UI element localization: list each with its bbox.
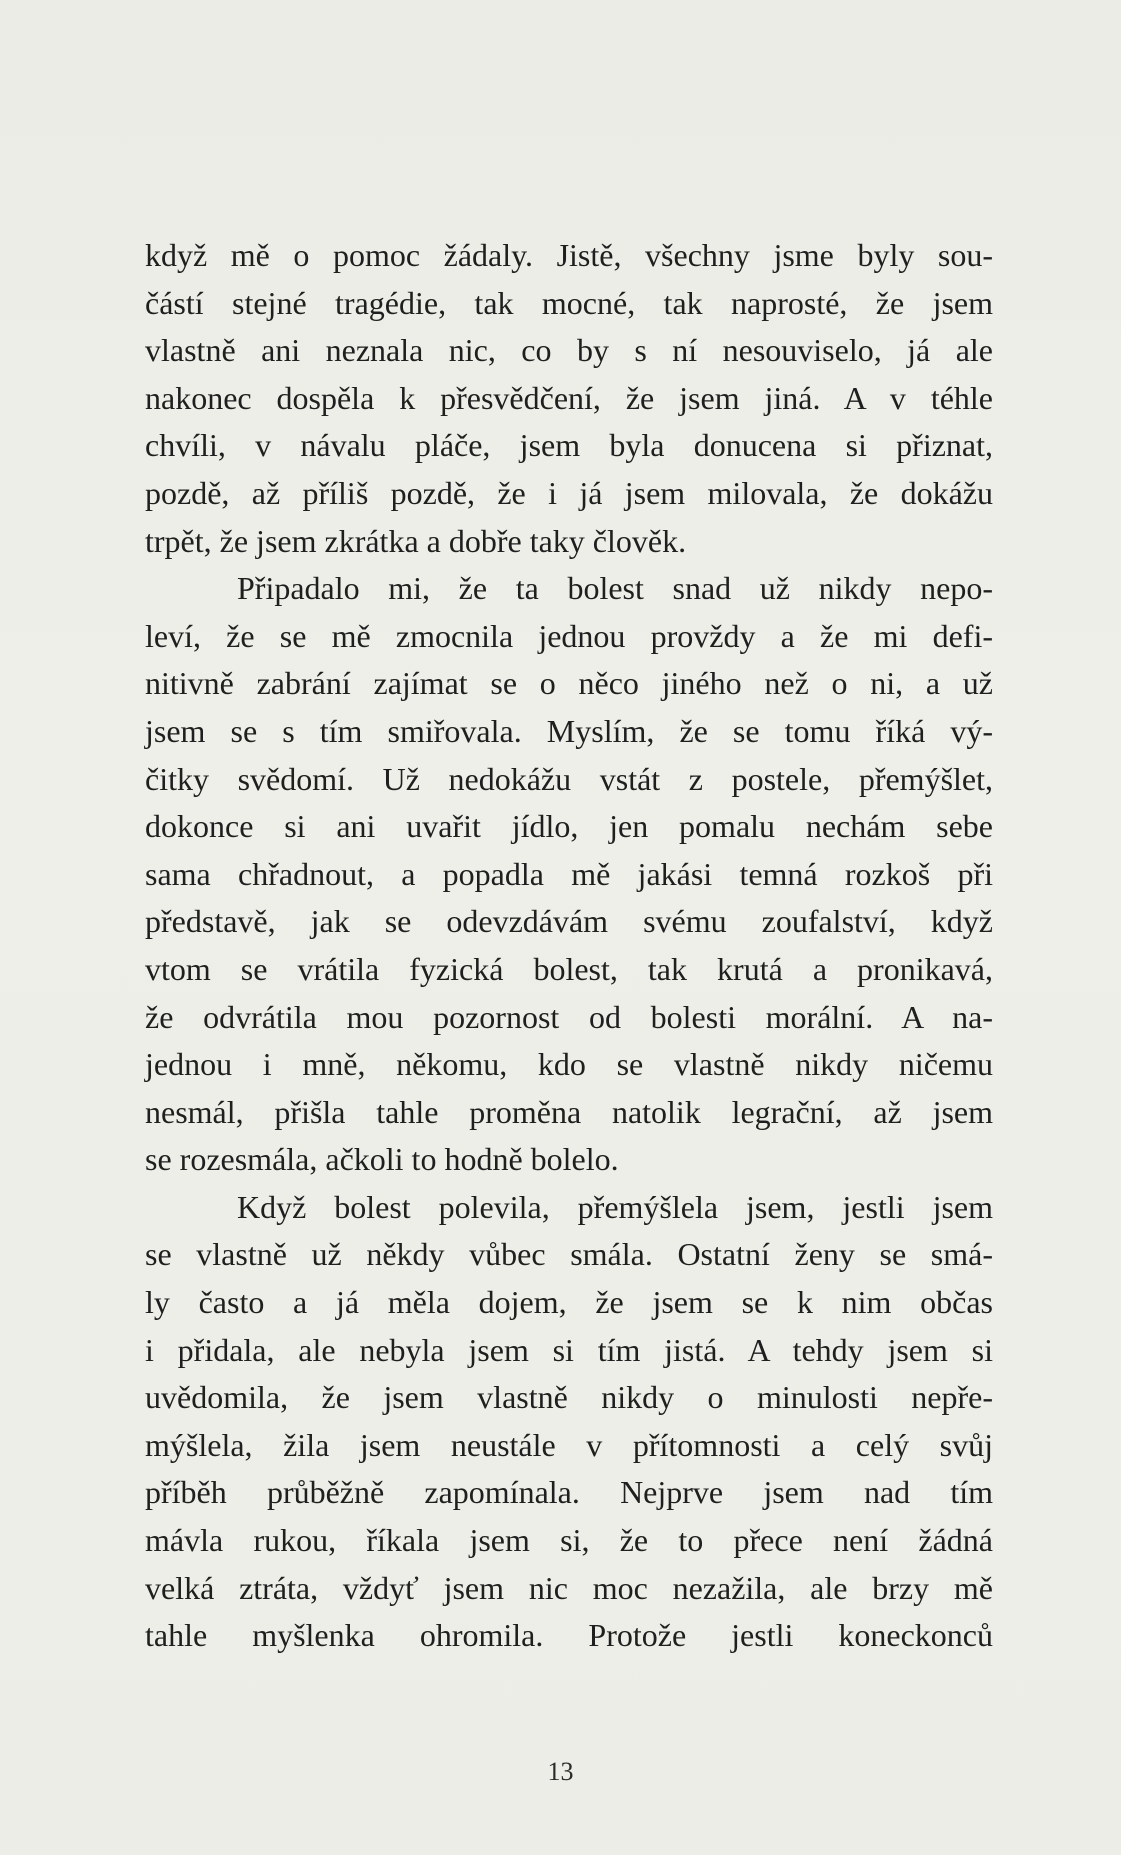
text-line: když mě o pomoc žádaly. Jistě, všechny jsme byly sou- xyxy=(145,237,993,273)
text-line: dokonce si ani uvařit jídlo, jen pomalu nechám sebe xyxy=(145,808,993,845)
text-line: se rozesmála, ačkoli to hodně bolelo. xyxy=(145,1141,619,1178)
text-line: že odvrátila mou pozornost od bolesti morální. A na- xyxy=(145,998,993,1035)
text-line: i přidala, ale nebyla jsem si tím jistá. A tehdy jsem si xyxy=(145,1331,993,1368)
paragraph xyxy=(145,565,993,1184)
text-line: se vlastně už někdy vůbec smála. Ostatní ženy se smá- xyxy=(145,1236,993,1273)
text-line: velká ztráta, vždyť jsem nic moc nezažila, ale brzy mě xyxy=(145,1569,993,1606)
text-line: leví, že se mě zmocnila jednou provždy a že mi defi- xyxy=(145,617,993,654)
text-line: uvědomila, že jsem vlastně nikdy o minulosti nepře- xyxy=(145,1379,993,1416)
text-line: mýšlela, žila jsem neustále v přítomnosti a celý svůj xyxy=(145,1426,993,1463)
text-line: představě, jak se odevzdávám svému zoufalství, když xyxy=(145,903,993,940)
text-line: nakonec dospěla k přesvědčení, že jsem jiná. A v téhle xyxy=(145,379,993,416)
text-line: mávla rukou, říkala jsem si, že to přece není žádná xyxy=(145,1522,993,1559)
text-line: jsem se s tím smiřovala. Myslím, že se tomu říká vý- xyxy=(145,712,993,749)
text-line: Když bolest polevila, přemýšlela jsem, jestli jsem xyxy=(237,1188,993,1225)
text-line: vtom se vrátila fyzická bolest, tak krutá a pronikavá, xyxy=(145,950,993,987)
text-line: trpět, že jsem zkrátka a dobře taky člověk. xyxy=(145,522,687,559)
text-line: jednou i mně, někomu, kdo se vlastně nikdy ničemu xyxy=(145,1046,993,1083)
text-line: nesmál, přišla tahle proměna natolik legrační, až jsem xyxy=(145,1093,993,1130)
text-line: sama chřadnout, a popadla mě jakási temná rozkoš při xyxy=(145,855,993,892)
text-line: nitivně zabrání zajímat se o něco jiného než o ni, a už xyxy=(145,665,993,702)
paragraph xyxy=(145,232,993,565)
text-line: Připadalo mi, že ta bolest snad už nikdy nepo- xyxy=(237,570,993,607)
paragraph xyxy=(145,1184,993,1660)
page-number: 13 xyxy=(547,1757,574,1786)
text-line: tahle myšlenka ohromila. Protože jestli koneckonců xyxy=(145,1617,993,1654)
text-line: částí stejné tragédie, tak mocné, tak naprosté, že jsem xyxy=(145,284,993,321)
text-line: ly často a já měla dojem, že jsem se k nim občas xyxy=(145,1284,993,1321)
text-line: čitky svědomí. Už nedokážu vstát z postele, přemýšlet, xyxy=(145,760,993,797)
text-line: příběh průběžně zapomínala. Nejprve jsem nad tím xyxy=(145,1474,993,1511)
text-line: pozdě, až příliš pozdě, že i já jsem milovala, že dokážu xyxy=(145,474,993,511)
text-line: chvíli, v návalu pláče, jsem byla donucena si přiznat, xyxy=(145,427,993,464)
body-text xyxy=(145,232,993,1660)
text-line: vlastně ani neznala nic, co by s ní nesouviselo, já ale xyxy=(145,332,993,369)
